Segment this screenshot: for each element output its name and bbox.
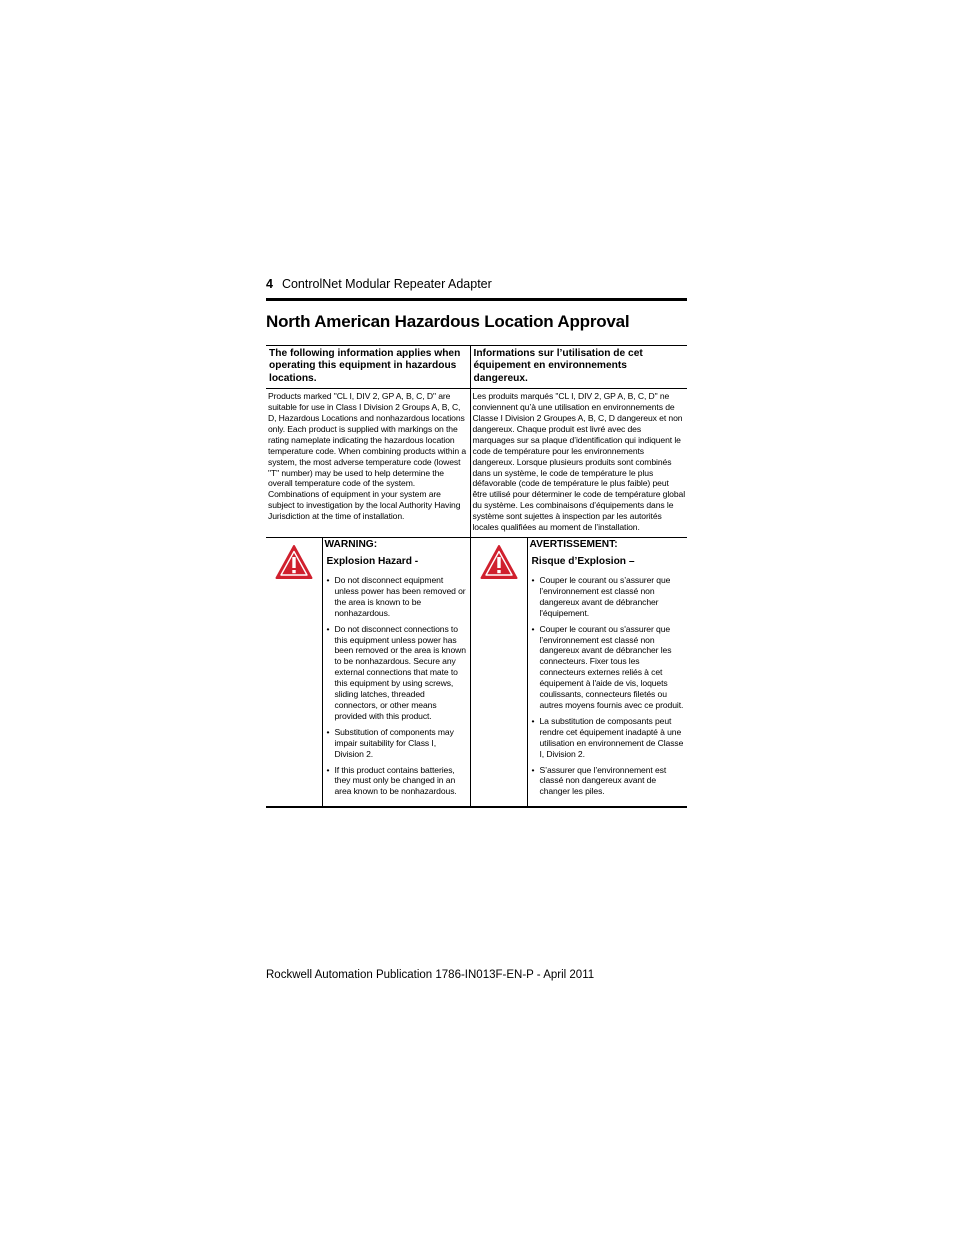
english-body: Products marked "CL I, DIV 2, GP A, B, C, D" are suitable for use in Class I Division 2 Groups A, B, C, D, Hazardous Locations and nonhazardous locations only. Each product is supplied with markings on the rating nameplate indicating the hazardous location temperature code. When combining products within a system, the most adverse temperature code (lowest "T" number) may be used to help determine the overall temperature code of the system. Combinations of equipment in your system are subject to investigation by the local Authority Having Jurisdiction at the time of installation. (266, 389, 470, 538)
hazardous-location-table (266, 345, 687, 808)
section-title: North American Hazardous Location Approval (266, 312, 630, 331)
avertissement-item: • S’assurer que l’environnement est classé non dangereux avant de changer les piles. (530, 765, 686, 798)
warning-item: • Do not disconnect connections to this equipment unless power has been removed or the area is known to be nonhazardous. Secure any external connections that mate to this equipment by using screws, sliding latches, threaded connectors, or other means provided with this product. (325, 624, 468, 722)
english-warning-icon-cell (266, 538, 322, 808)
english-heading: The following information applies when operating this equipment in hazardous locations. (266, 346, 470, 389)
page-header (266, 276, 686, 292)
page-number: 4 (266, 277, 273, 291)
avertissement-item: • La substitution de composants peut rendre cet équipement inadapté à une utilisation en environnement de Classe I, Division 2. (530, 716, 686, 760)
avertissement-item: • Couper le courant ou s’assurer que l’environnement est classé non dangereux avant de débrancher l'équipement. (530, 575, 686, 619)
page-footer: Rockwell Automation Publication 1786-IN013F-EN-P - April 2011 (266, 969, 595, 981)
document-title: ControlNet Modular Repeater Adapter (281, 277, 492, 291)
french-warning-icon-cell (470, 538, 527, 808)
warning-item: • If this product contains batteries, they must only be changed in an area known to be nonhazardous. (325, 765, 468, 798)
warning-subtitle: Explosion Hazard - (326, 556, 419, 567)
warning-item: • Substitution of components may impair suitability for Class I, Division 2. (325, 727, 468, 760)
avertissement-list (530, 575, 686, 797)
header-rule (266, 298, 687, 301)
french-heading: Informations sur l’utilisation de cet équipement en environnements dangereux. (470, 346, 687, 389)
warning-triangle-icon (275, 544, 313, 580)
avertissement-item: • Couper le courant ou s'assurer que l’environnement est classé non dangereux avant de débrancher les connecteurs. Fixer tous les connecteurs externes reliés à cet équipement à l'aide de vis, loquets coulissants, connecteurs filetés ou autres moyens fournis avec ce produit. (530, 624, 686, 711)
english-warning (322, 538, 470, 808)
avertissement-title: AVERTISSEMENT: (529, 539, 618, 550)
warning-title: WARNING: (324, 539, 378, 550)
french-warning (527, 538, 687, 808)
warning-item: • Do not disconnect equipment unless power has been removed or the area is known to be nonhazardous. (325, 575, 468, 619)
avertissement-subtitle: Risque d’Explosion – (531, 556, 635, 567)
warning-list (325, 575, 468, 797)
warning-triangle-icon (480, 544, 518, 580)
french-body: Les produits marqués "CL I, DIV 2, GP A, B, C, D" ne conviennent qu’à une utilisation en environnements de Classe I Division 2 Groupes A, B, C, D dangereux et non dangereux. Chaque produit est livré avec des marquages sur sa plaque d’identification qui indiquent le code de température pour les environnements dangereux. Lorsque plusieurs produits sont combinés dans un système, le code de température le plus défavorable (code de température le plus faible) peut être utilisé pour déterminer le code de température global du système. Les combinaisons d’équipements dans le système sont sujettes à inspection par les autorités locales qualifiées au moment de l’installation. (472, 391, 686, 533)
